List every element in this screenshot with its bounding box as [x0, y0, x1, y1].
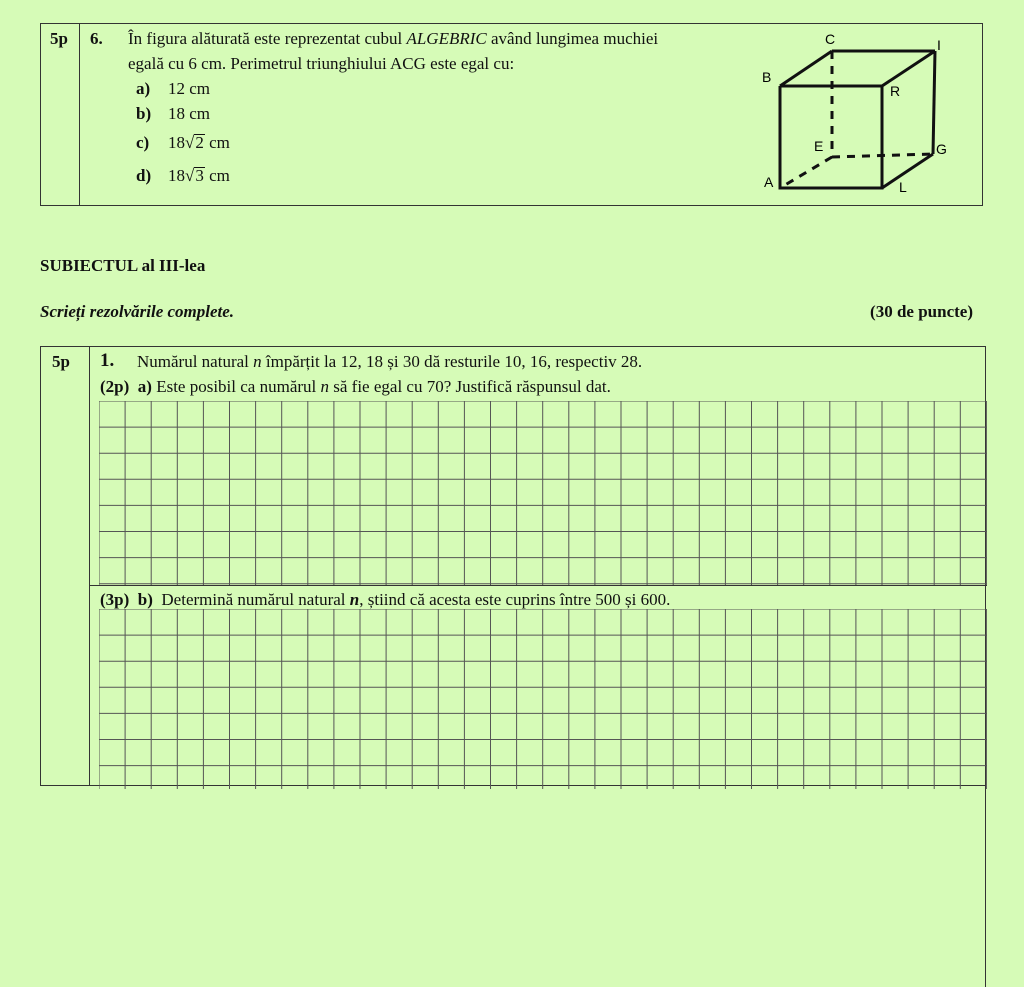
q1-number: 1. — [100, 350, 115, 371]
q1b-letter: b) — [137, 590, 153, 609]
section-title: SUBIECTUL al III-lea — [40, 256, 206, 275]
q1b-var: n — [349, 590, 360, 609]
q1a-var: n — [320, 377, 330, 396]
cube-label-L: L — [899, 179, 907, 195]
question-1-box — [40, 346, 986, 786]
sqrt-sign: √ — [185, 133, 195, 152]
option-value: 12 cm — [168, 79, 211, 98]
q1a-points: (2p) — [100, 377, 130, 396]
option-unit: cm — [209, 166, 230, 185]
option-radicand: 3 — [195, 166, 204, 185]
q1-text-pre: Numărul natural — [137, 352, 254, 371]
q1-points: 5p — [52, 352, 70, 371]
q6-cube-name: ALGEBRIC — [406, 29, 487, 48]
grid-lines — [99, 401, 987, 585]
option-letter: c) — [136, 133, 150, 152]
q6-text-post: având lungimea muchiei — [486, 29, 659, 48]
q6-option-c[interactable] — [136, 133, 230, 153]
section-total-points: (30 de puncte) — [870, 302, 973, 321]
option-letter: d) — [136, 166, 152, 185]
cube-label-C: C — [825, 31, 836, 47]
q6-option-d[interactable] — [136, 166, 230, 186]
answer-grid-b[interactable] — [99, 609, 987, 789]
option-coef: 18 — [168, 133, 185, 152]
q6-option-a[interactable] — [136, 79, 210, 99]
points-column-divider — [79, 24, 80, 205]
cube-label-G: G — [936, 141, 947, 157]
q1b-pre: Determină numărul natural — [161, 590, 350, 609]
q1a-letter: a) — [137, 377, 152, 396]
cube-label-A: A — [764, 174, 774, 190]
option-radicand: 2 — [195, 133, 204, 152]
q6-text — [128, 26, 748, 76]
q6-points: 5p — [50, 29, 68, 48]
option-coef: 18 — [168, 166, 185, 185]
section-instruction: Scrieți rezolvările complete. — [40, 302, 235, 321]
q1-text — [137, 349, 642, 374]
q1b-post: , știind că acesta este cuprins între 500 și 600. — [359, 590, 671, 609]
cube-label-R: R — [890, 83, 901, 99]
q6-option-b[interactable] — [136, 104, 210, 124]
q6-text-line2: egală cu 6 cm. Perimetrul triunghiului ACG este egal cu: — [128, 54, 515, 73]
separator-line — [89, 585, 987, 586]
option-value: 18 cm — [168, 104, 211, 123]
points-column-divider — [89, 347, 90, 785]
cube-figure — [750, 24, 982, 204]
option-unit: cm — [209, 133, 230, 152]
q6-text-pre: În figura alăturată este reprezentat cubul — [128, 29, 407, 48]
grid-lines — [99, 609, 987, 789]
q1a-text — [100, 374, 611, 399]
q1-var: n — [253, 352, 262, 371]
answer-grid-a[interactable] — [99, 401, 987, 585]
sqrt-sign: √ — [185, 166, 195, 185]
q1b-points: (3p) — [100, 590, 130, 609]
option-letter: a) — [136, 79, 151, 98]
option-letter: b) — [136, 104, 152, 123]
cube-label-B: B — [762, 69, 772, 85]
q6-number: 6. — [90, 29, 103, 48]
cube-label-I: I — [937, 37, 941, 53]
q1a-pre: Este posibil ca numărul — [156, 377, 321, 396]
q1a-post: să fie egal cu 70? Justifică răspunsul dat. — [329, 377, 611, 396]
cube-label-E: E — [814, 138, 824, 154]
q1-text-post: împărțit la 12, 18 și 30 dă resturile 10, 16, respectiv 28. — [261, 352, 643, 371]
